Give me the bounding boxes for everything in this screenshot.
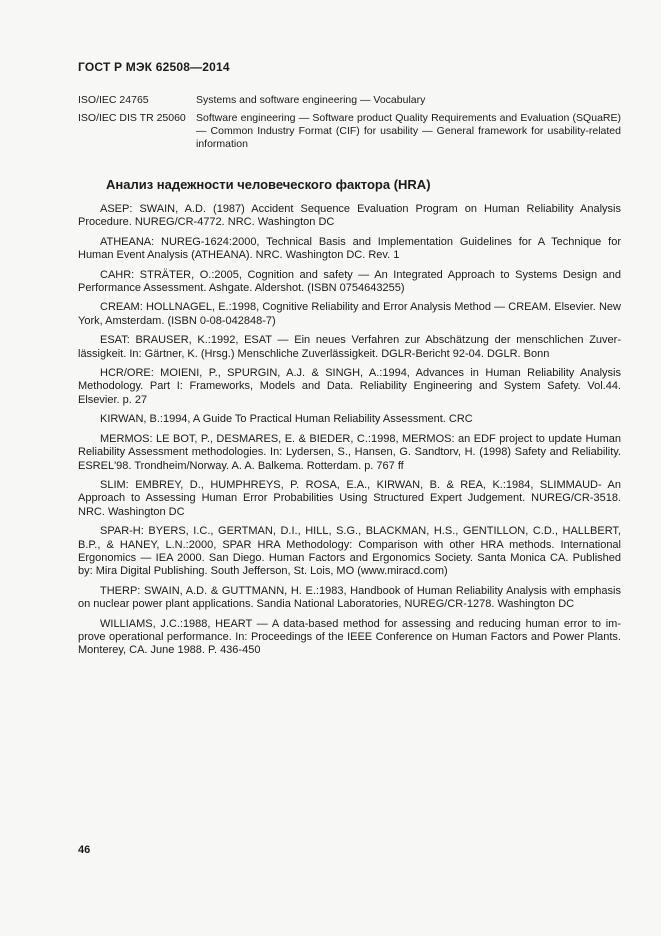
bibliography-entry: THERP: SWAIN, A.D. & GUTTMANN, H. E.:1983, Handbook of Human Reliability Analysis with emphasis on nuclear power plant applications. Sandia National Laboratories, NUREG/CR-1278. Washington DC — [78, 584, 621, 611]
bibliography-entry: HCR/ORE: MOIENI, P., SPURGIN, A.J. & SINGH, A.:1994, Advances in Human Reliability Analysis Methodology. Part I: Frameworks, Models and Data. Reliability Engineering and System Safety. Vol.44. Elsevier. p. 27 — [78, 367, 621, 406]
bibliography-entry: CAHR: STRÄTER, O.:2005, Cognition and safety — An Integrated Approach to Systems Design and Performance Assessment. Ashgate. Aldershot. (ISBN 0754643255) — [78, 268, 621, 295]
reference-row — [78, 94, 621, 107]
reference-description: Software engineering — Software product Quality Requirements and Evaluation (SQuaRE) — Common Industry Format (CIF) for usability — General framework for usability-related information — [196, 112, 621, 150]
reference-code: ISO/IEC DIS TR 25060 — [78, 112, 186, 124]
page-content — [78, 60, 621, 664]
section-heading: Анализ надежности человеческого фактора (HRA) — [106, 177, 431, 192]
reference-code: ISO/IEC 24765 — [78, 94, 149, 106]
bibliography-entry: CREAM: HOLLNAGEL, E.:1998, Cognitive Reliability and Error Analysis Method — CREAM. Elsevier. New York, Amsterdam. (ISBN 0-08-042848-7) — [78, 301, 621, 327]
bibliography-list — [78, 203, 621, 658]
reference-row — [78, 112, 621, 151]
document-title: ГОСТ Р МЭК 62508—2014 — [78, 60, 230, 74]
reference-description: Systems and software engineering — Vocabulary — [196, 94, 426, 106]
bibliography-entry: WILLIAMS, J.C.:1988, HEART — A data-based method for assessing and reducing human error to improve operational performance. In: Proceedings of the IEEE Conference on Human Factors and Power Plants. Monterey, CA. June 1988. P. 436-450 — [78, 617, 621, 657]
bibliography-entry: ESAT: BRAUSER, K.:1992, ESAT — Ein neues Verfahren zur Abschätzung der menschlichen Zuverlässigkeit. In: Gärtner, K. (Hrsg.) Menschliche Zuverlässigkeit. DGLR-Bericht 92-04. DGLR. Bonn — [78, 334, 621, 360]
bibliography-entry: MERMOS: LE BOT, P., DESMARES, E. & BIEDER, C.:1998, MERMOS: an EDF project to update Human Reliability Assessment methodologies. In: Lydersen, S., Hansen, G. Sandtorv, H. (1998) Safety and Reliability. ESREL'98. Trondheim/Norway. A. A. Balkema. Rotterdam. p. 767 ff — [78, 432, 621, 472]
bibliography-entry: ASEP: SWAIN, A.D. (1987) Accident Sequence Evaluation Program on Human Reliability Analysis Procedure. NUREG/CR-4772. NRC. Washington DC — [78, 203, 621, 229]
bibliography-entry: SPAR-H: BYERS, I.C., GERTMAN, D.I., HILL, S.G., BLACKMAN, H.S., GENTILLON, C.D., HALLBERT, B.P., & HANEY, L.N.:2000, SPAR HRA Methodology: Comparison with other HRA methods. International Ergonomics — IEA 2000. San Diego. Human Factors and Ergonomics Society. Santa Monica CA. Published by: Mira Digital Publishing. South Jefferson, St. Lois, MO (www.miracd.com) — [78, 525, 621, 578]
bibliography-entry: KIRWAN, B.:1994, A Guide To Practical Human Reliability Assessment. CRC — [100, 413, 473, 426]
references-table — [78, 94, 621, 151]
page-number: 46 — [78, 844, 91, 856]
bibliography-entry: ATHEANA: NUREG-1624:2000, Technical Basis and Implementation Guidelines for A Technique for Human Event Analysis (ATHEANA). NRC. Washington DC. Rev. 1 — [78, 235, 621, 262]
bibliography-entry: SLIM: EMBREY, D., HUMPHREYS, P. ROSA, E.A., KIRWAN, B. & REA, K.:1984, SLIMMAUD- An Approach to Assessing Human Error Probabilities Using Structured Expert Judgement. NUREG/CR-3518. NRC. Washington DC — [78, 478, 621, 518]
